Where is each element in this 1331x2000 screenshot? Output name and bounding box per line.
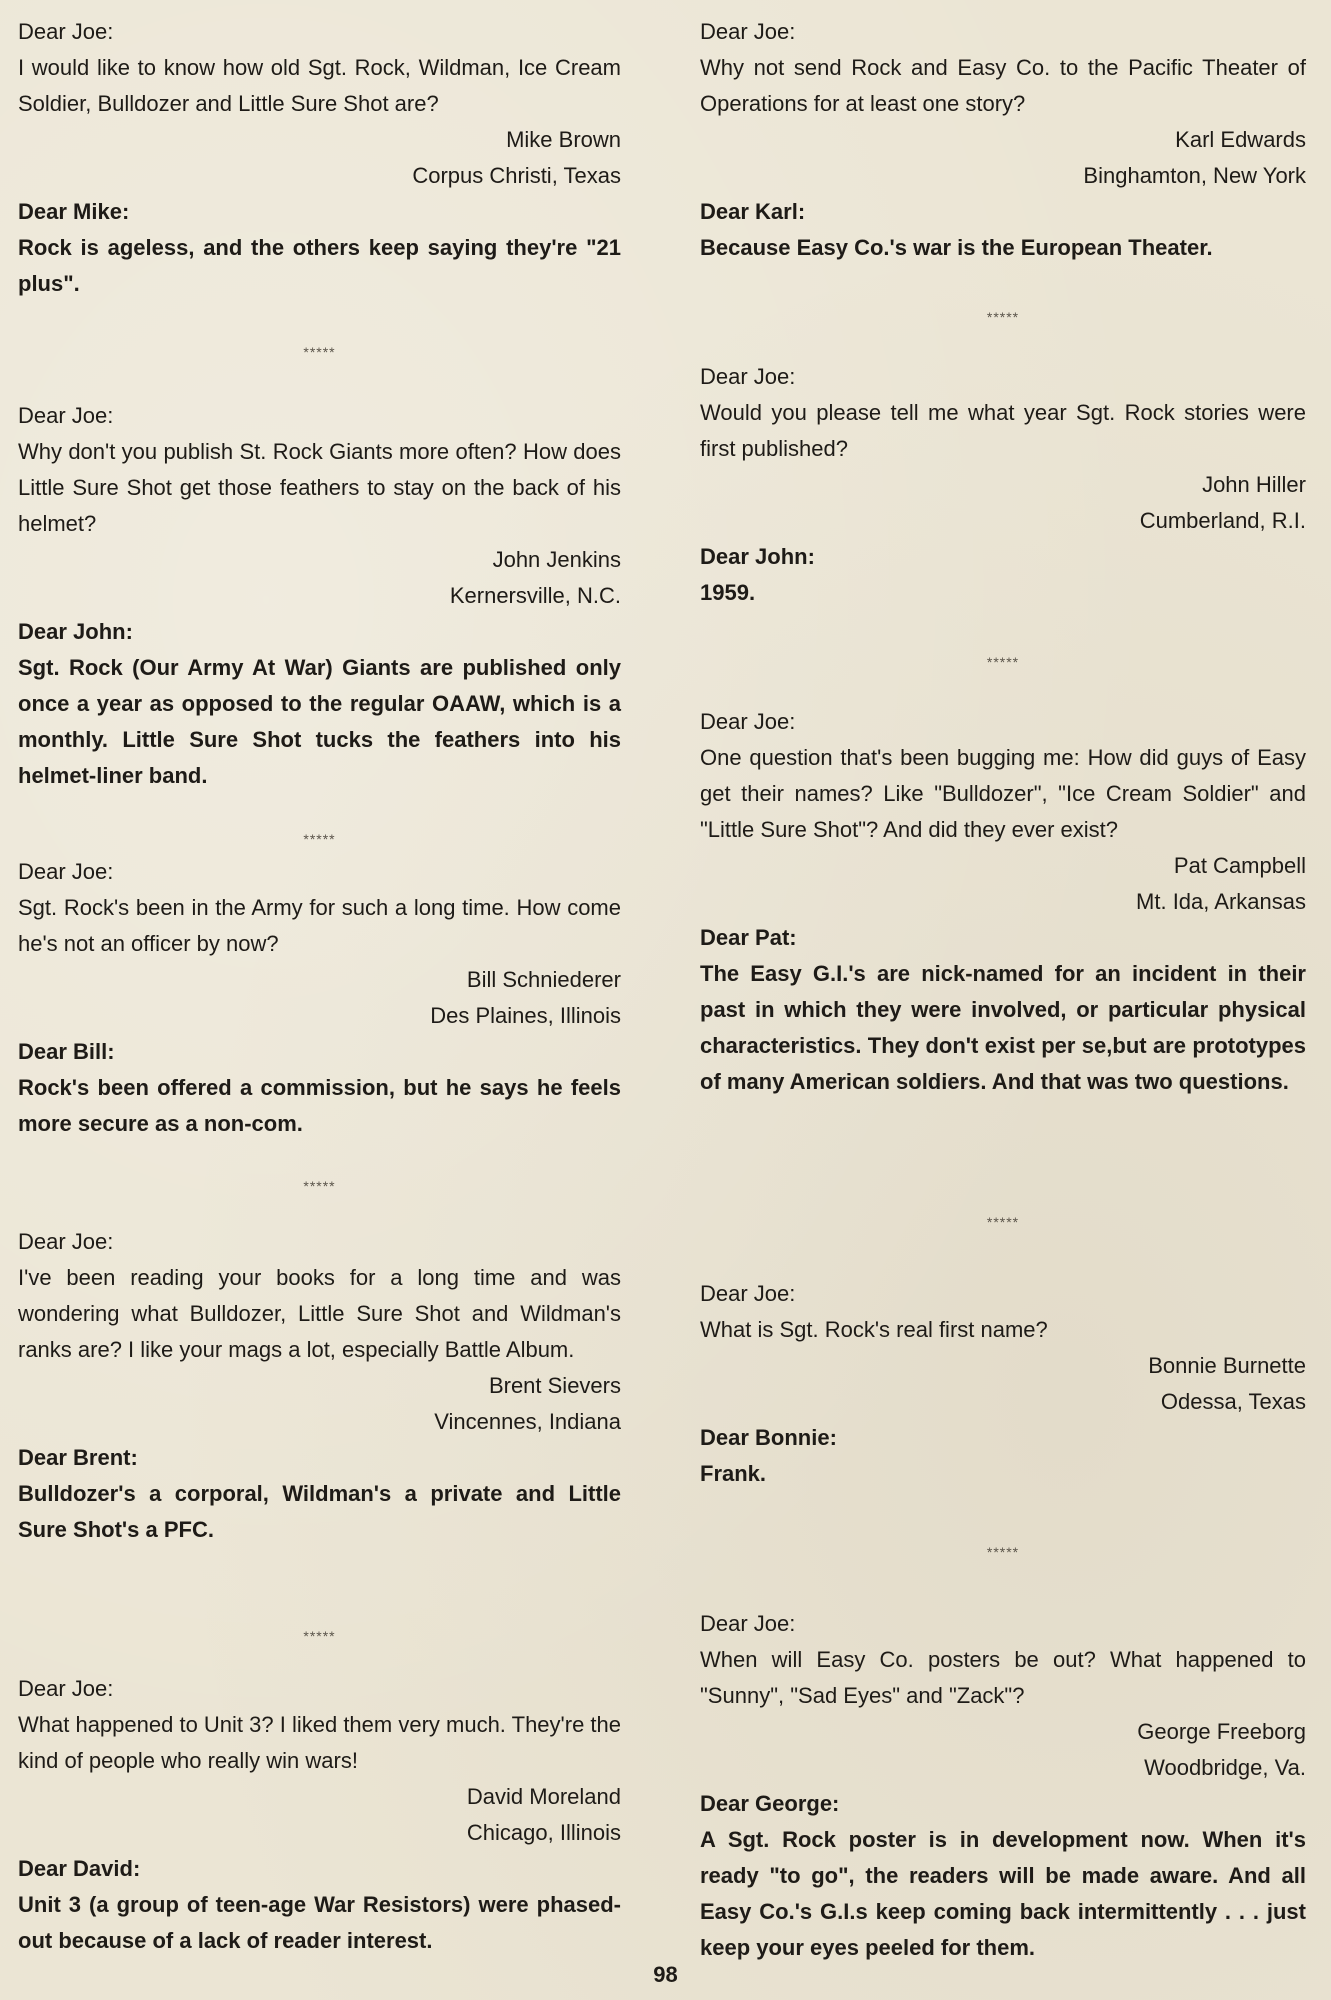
signature-location: Woodbridge, Va. — [1144, 1755, 1306, 1780]
letter-john-hiller — [700, 359, 1306, 611]
reply-salutation: Dear John: — [700, 544, 815, 569]
reply-text: Unit 3 (a group of teen-age War Resistors) were phased-out because of a lack of reader interest. — [18, 1892, 621, 1953]
signature-location: Binghamton, New York — [1083, 163, 1306, 188]
question-text: Sgt. Rock's been in the Army for such a long time. How come he's not an officer by now? — [18, 895, 621, 956]
reply-salutation: Dear Karl: — [700, 199, 806, 224]
reply-salutation: Dear David: — [18, 1856, 141, 1881]
question-text: I would like to know how old Sgt. Rock, Wildman, Ice Cream Soldier, Bulldozer and Little Sure Shot are? — [18, 55, 621, 116]
signature-name: Pat Campbell — [1173, 853, 1306, 878]
signature-name: John Hiller — [1202, 472, 1306, 497]
salutation: Dear Joe: — [700, 19, 796, 44]
separator-stars: ***** — [303, 1178, 336, 1194]
salutation: Dear Joe: — [18, 403, 114, 428]
separator-stars: ***** — [303, 831, 336, 847]
signature-name: David Moreland — [466, 1784, 621, 1809]
reply-text: 1959. — [700, 580, 756, 605]
reply-salutation: Dear Bill: — [18, 1039, 115, 1064]
reply-text: Rock is ageless, and the others keep saying they're "21 plus". — [18, 235, 621, 296]
salutation: Dear Joe: — [700, 364, 796, 389]
letter-george-freeborg — [700, 1606, 1306, 1966]
signature-name: George Freeborg — [1137, 1719, 1306, 1744]
letter-bill-schniederer — [18, 854, 621, 1142]
reply-text: Sgt. Rock (Our Army At War) Giants are published only once a year as opposed to the regular OAAW, which is a monthly. Little Sure Shot tucks the feathers into his helmet-liner band. — [18, 655, 621, 788]
question-text: What happened to Unit 3? I liked them very much. They're the kind of people who really win wars! — [18, 1712, 622, 1773]
signature-name: Bill Schniederer — [466, 967, 621, 992]
separator-stars: ***** — [986, 1544, 1020, 1560]
signature-name: Karl Edwards — [1175, 127, 1306, 152]
signature-location: Corpus Christi, Texas — [412, 163, 621, 188]
reply-salutation: Dear Pat: — [700, 925, 797, 950]
reply-text: A Sgt. Rock poster is in development now. When it's ready "to go", the readers will be made aware. And all Easy Co.'s G.I.s keep coming back intermittently . . . just keep your eyes peeled for them. — [700, 1827, 1306, 1960]
question-text: One question that's been bugging me: How did guys of Easy get their names? Like "Bulldozer", "Ice Cream Soldier" and "Little Sure Shot"? And did they ever exist? — [700, 745, 1306, 842]
letter-john-jenkins — [18, 398, 621, 794]
question-text: When will Easy Co. posters be out? What happened to "Sunny", "Sad Eyes" and "Zack"? — [700, 1647, 1306, 1708]
signature-location: Kernersville, N.C. — [449, 583, 621, 608]
salutation: Dear Joe: — [18, 1229, 114, 1254]
letter-mike-brown — [18, 14, 621, 302]
separator-stars: ***** — [303, 344, 336, 360]
reply-text: Because Easy Co.'s war is the European Theater. — [700, 235, 1213, 260]
reply-salutation: Dear Mike: — [18, 199, 130, 224]
question-text: What is Sgt. Rock's real first name? — [700, 1317, 1048, 1342]
question-text: I've been reading your books for a long time and was wondering what Bulldozer, Little Sure Shot and Wildman's ranks are? I like your mags a lot, especially Battle Album. — [18, 1265, 621, 1362]
letter-bonnie-burnette — [700, 1276, 1306, 1492]
reply-text: Frank. — [700, 1461, 767, 1486]
signature-name: Brent Sievers — [488, 1373, 621, 1398]
signature-location: Des Plaines, Illinois — [430, 1003, 621, 1028]
letter-pat-campbell — [700, 704, 1306, 1100]
question-text: Would you please tell me what year Sgt. Rock stories were first published? — [700, 400, 1306, 461]
separator-stars: ***** — [303, 1628, 336, 1644]
signature-location: Cumberland, R.I. — [1139, 508, 1306, 533]
signature-name: John Jenkins — [492, 547, 621, 572]
letter-karl-edwards — [700, 14, 1306, 266]
signature-location: Chicago, Illinois — [466, 1820, 621, 1845]
question-text: Why not send Rock and Easy Co. to the Pacific Theater of Operations for at least one story? — [700, 55, 1306, 116]
signature-location: Vincennes, Indiana — [434, 1409, 621, 1434]
reply-salutation: Dear Bonnie: — [700, 1425, 837, 1450]
reply-text: Rock's been offered a commission, but he says he feels more secure as a non-com. — [18, 1075, 621, 1136]
reply-salutation: Dear Brent: — [18, 1445, 138, 1470]
signature-name: Bonnie Burnette — [1148, 1353, 1306, 1378]
separator-stars: ***** — [986, 1214, 1020, 1230]
signature-name: Mike Brown — [506, 127, 621, 152]
salutation: Dear Joe: — [700, 1611, 796, 1636]
separator-stars: ***** — [986, 654, 1020, 670]
salutation: Dear Joe: — [700, 709, 796, 734]
reply-text: Bulldozer's a corporal, Wildman's a private and Little Sure Shot's a PFC. — [18, 1481, 621, 1542]
signature-location: Mt. Ida, Arkansas — [1136, 889, 1306, 914]
letter-brent-sievers — [18, 1224, 621, 1548]
reply-text: The Easy G.I.'s are nick-named for an incident in their past in which they were involved, or particular physical characteristics. They don't exist per se,but are prototypes of many American soldiers. And that was two questions. — [700, 961, 1306, 1094]
salutation: Dear Joe: — [18, 1676, 114, 1701]
signature-location: Odessa, Texas — [1160, 1389, 1306, 1414]
page-number: 98 — [653, 1962, 678, 1987]
separator-stars: ***** — [986, 309, 1020, 325]
salutation: Dear Joe: — [18, 859, 114, 884]
letter-david-moreland — [18, 1671, 621, 1959]
reply-salutation: Dear John: — [18, 619, 133, 644]
salutation: Dear Joe: — [18, 19, 114, 44]
question-text: Why don't you publish St. Rock Giants more often? How does Little Sure Shot get those feathers to stay on the back of his helmet? — [18, 439, 621, 536]
salutation: Dear Joe: — [700, 1281, 796, 1306]
reply-salutation: Dear George: — [700, 1791, 840, 1816]
